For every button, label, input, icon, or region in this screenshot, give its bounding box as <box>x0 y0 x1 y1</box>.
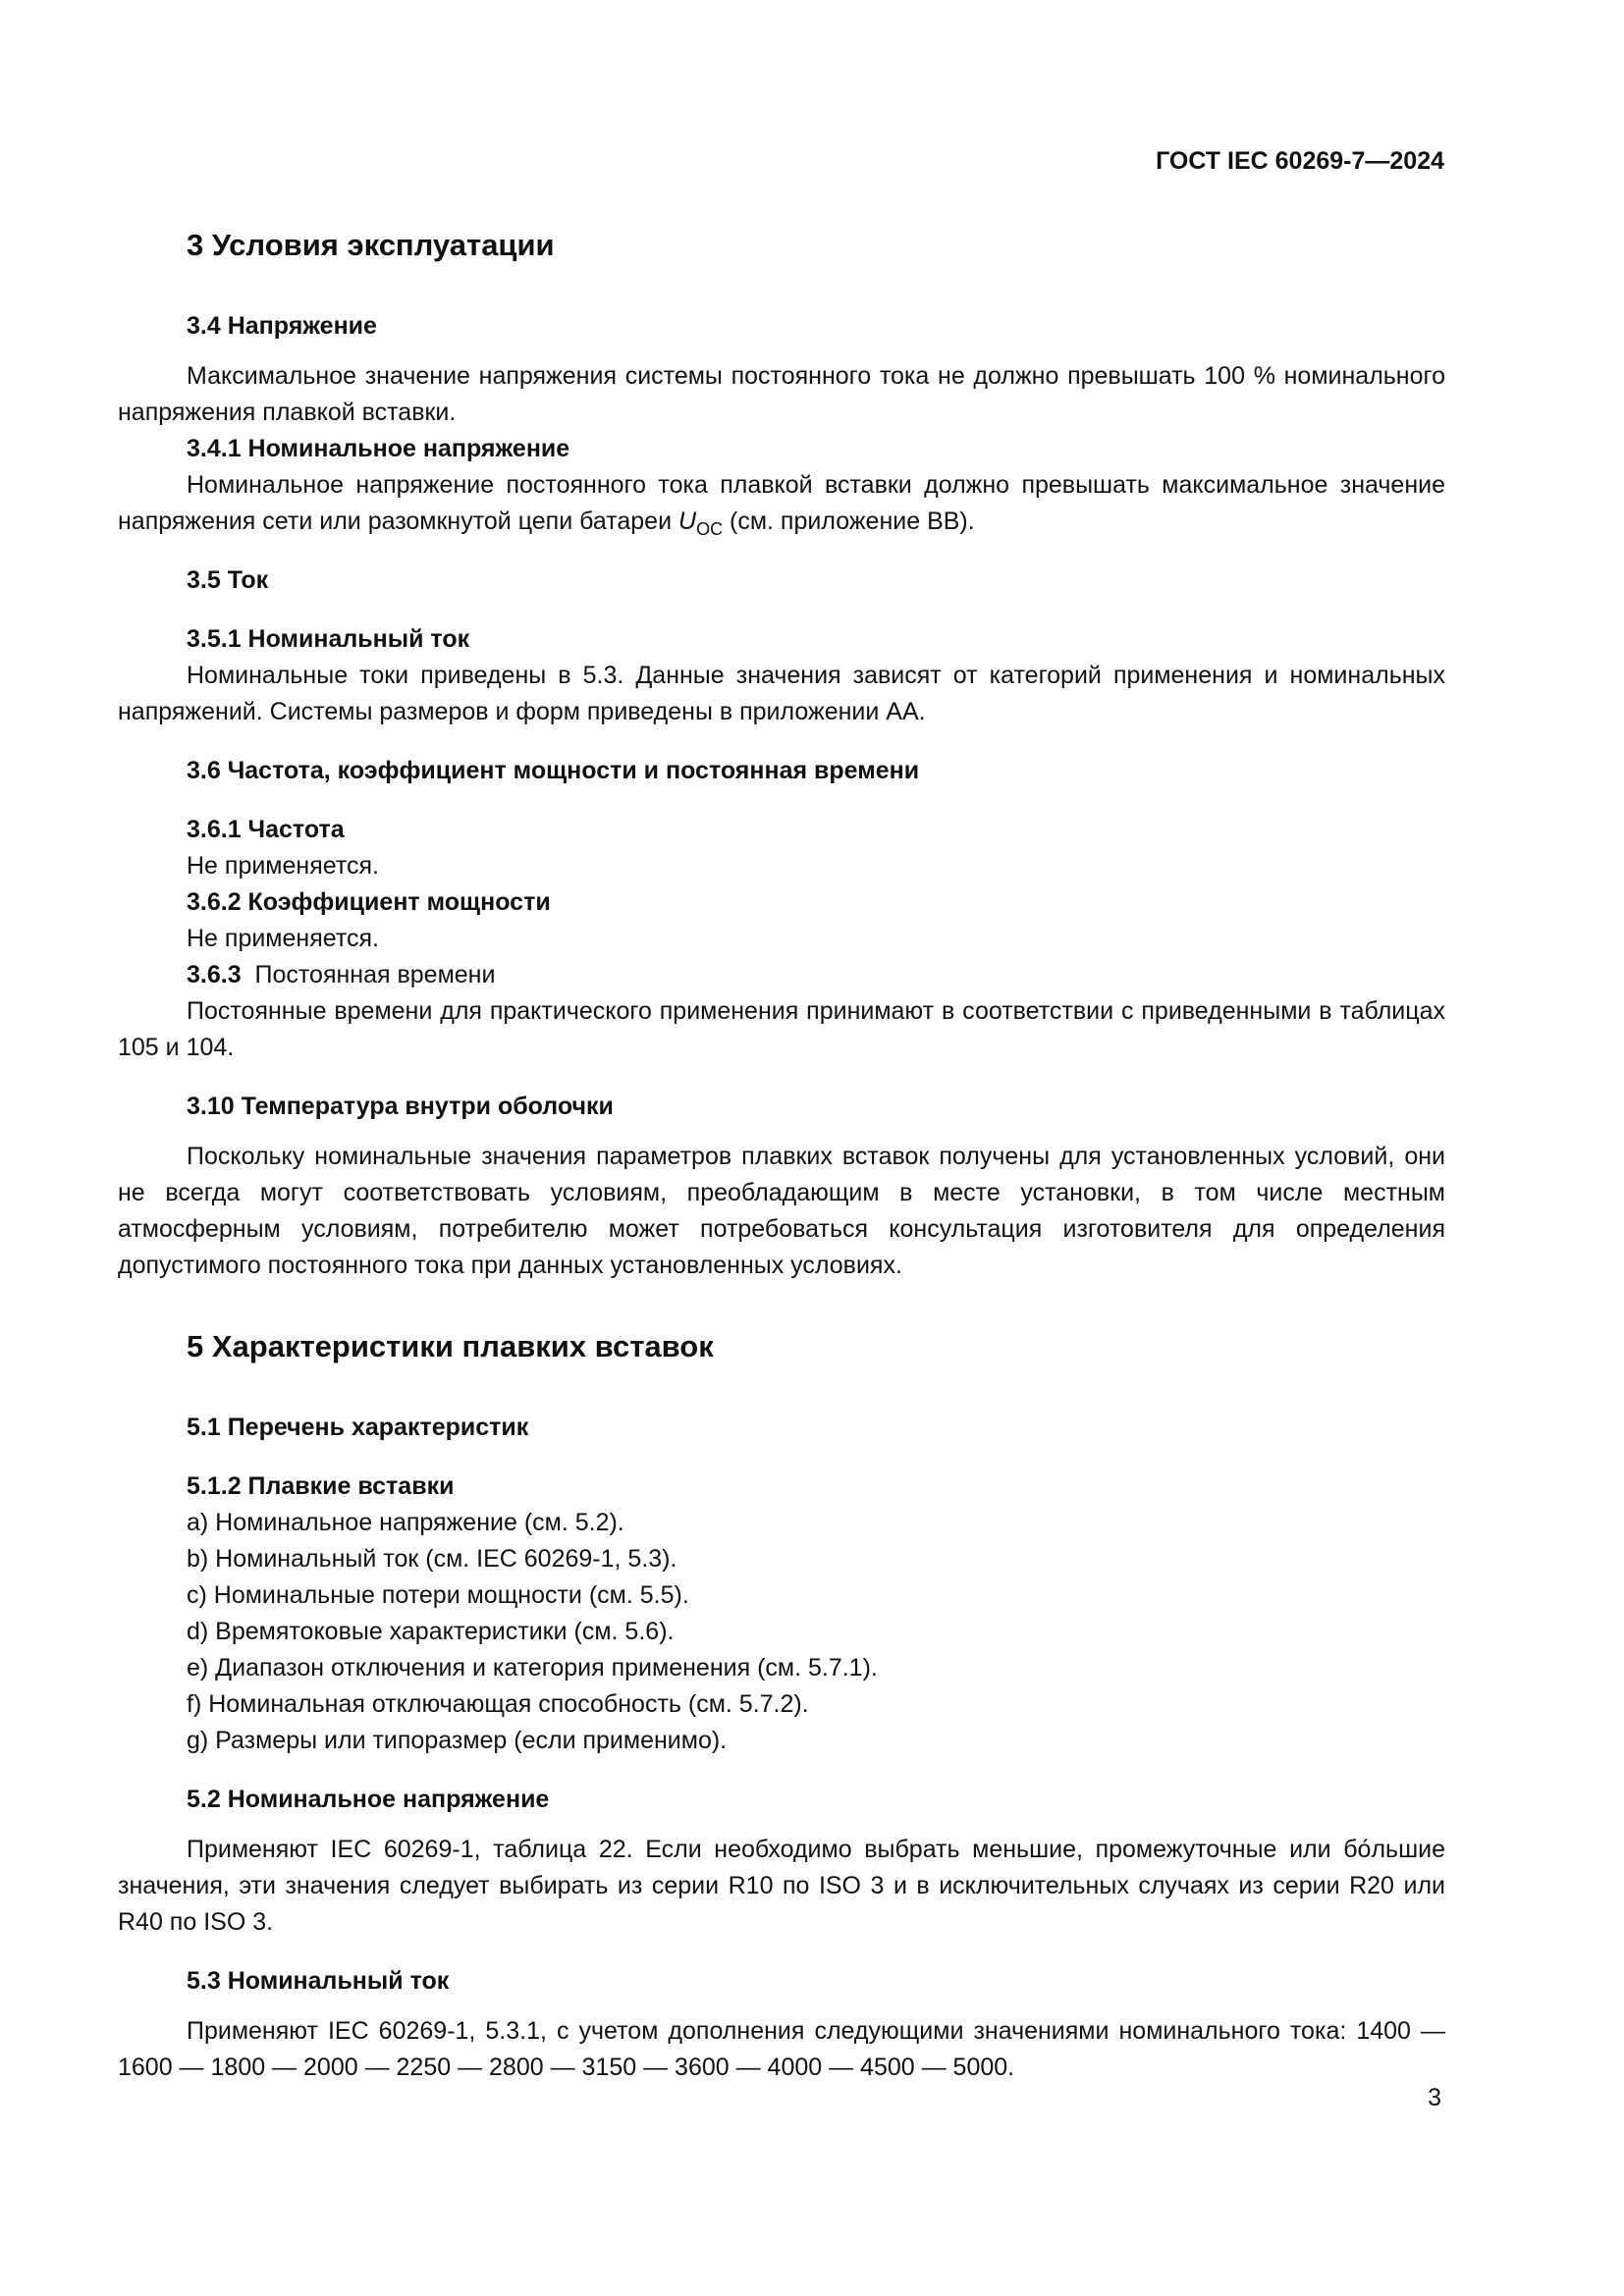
section-3-4-1-text-after: (см. приложение BB). <box>730 507 975 535</box>
section-3-6-2-title: 3.6.2 Коэффициент мощности <box>187 888 551 916</box>
list-item: c) Номинальные потери мощности (см. 5.5). <box>187 1581 689 1609</box>
section-3-4-title: 3.4 Напряжение <box>187 312 377 340</box>
section-3-6-1-title: 3.6.1 Частота <box>187 816 345 843</box>
section-3-6-2-text: Не применяется. <box>187 925 379 952</box>
section-3-6-1-text: Не применяется. <box>187 852 379 880</box>
section-3-10-title: 3.10 Температура внутри оболочки <box>187 1093 614 1120</box>
section-5-3-text: Применяют IEC 60269-1, 5.3.1, с учетом дополнения следующими значениями номинального тока: 1400 — 1600 — 1800 — 2000 — 2250 — 2800 — 3150 — 3600 — 4000 — 4500 — 5000. <box>118 2017 1445 2081</box>
section-3-5-title: 3.5 Ток <box>187 566 269 594</box>
voltage-subscript: OC <box>696 519 724 539</box>
section-5-1-title: 5.1 Перечень характеристик <box>187 1414 529 1441</box>
section-5-3-title: 5.3 Номинальный ток <box>187 1967 450 1995</box>
section-3-5-1-title: 3.5.1 Номинальный ток <box>187 625 470 653</box>
section-3-6-3-title <box>118 957 1445 993</box>
list-item: b) Номинальный ток (см. IEC 60269-1, 5.3). <box>187 1545 677 1573</box>
list-item: d) Времятоковые характеристики (см. 5.6). <box>187 1618 675 1645</box>
section-3-4-1-text-before: Номинальное напряжение постоянного тока плавкой вставки должно превышать максимальное значение напряжения сети или разомкнутой цепи батареи <box>118 471 1445 535</box>
section-3-6-3-number: 3.6.3 <box>187 961 242 988</box>
list-item: a) Номинальное напряжение (см. 5.2). <box>187 1509 624 1536</box>
section-3-4-1-text <box>118 467 1445 540</box>
section-3-6-3-label: Постоянная времени <box>254 961 496 988</box>
list-item: f) Номинальная отключающая способность (см. 5.7.2). <box>187 1690 809 1718</box>
section-3-10-text: Поскольку номинальные значения параметров плавких вставок получены для установленных условий, они не всегда могут соответствовать условиям, преобладающим в месте установки, в том числе местным атмосферным условиям, потребителю может потребоваться консультация изготовителя для определения допустимого постоянного тока при данных установленных условиях. <box>118 1143 1445 1279</box>
section-5-1-2-title: 5.1.2 Плавкие вставки <box>187 1472 455 1500</box>
list-item: g) Размеры или типоразмер (если применимо). <box>187 1727 728 1754</box>
page-number: 3 <box>1428 2084 1441 2111</box>
section-3-6-title: 3.6 Частота, коэффициент мощности и постоянная времени <box>187 757 920 784</box>
section-3-4-1-title: 3.4.1 Номинальное напряжение <box>187 435 570 462</box>
section-5-title: 5 Характеристики плавких вставок <box>187 1329 714 1363</box>
section-5-2-text: Применяют IEC 60269-1, таблица 22. Если необходимо выбрать меньшие, промежуточные или бо́льшие значения, эти значения следует выбирать из серии R10 по ISO 3 и в исключительных случаях из серии R20 или R40 по ISO 3. <box>118 1836 1445 1936</box>
section-3-5-1-text: Номинальные токи приведены в 5.3. Данные значения зависят от категорий применения и номинальных напряжений. Системы размеров и форм приведены в приложении AA. <box>118 662 1445 725</box>
section-3-title: 3 Условия эксплуатации <box>187 228 555 262</box>
section-5-2-title: 5.2 Номинальное напряжение <box>187 1786 550 1813</box>
voltage-symbol: U <box>678 507 697 535</box>
section-3-6-3-text: Постоянные времени для практического применения принимают в соответствии с приведенными в таблицах 105 и 104. <box>118 997 1445 1061</box>
document-code-header: ГОСТ IEC 60269-7—2024 <box>1156 147 1444 175</box>
page-content <box>118 222 1445 2086</box>
list-item: e) Диапазон отключения и категория применения (см. 5.7.1). <box>187 1654 878 1682</box>
section-3-4-text: Максимальное значение напряжения системы постоянного тока не должно превышать 100 % номинального напряжения плавкой вставки. <box>118 362 1445 426</box>
